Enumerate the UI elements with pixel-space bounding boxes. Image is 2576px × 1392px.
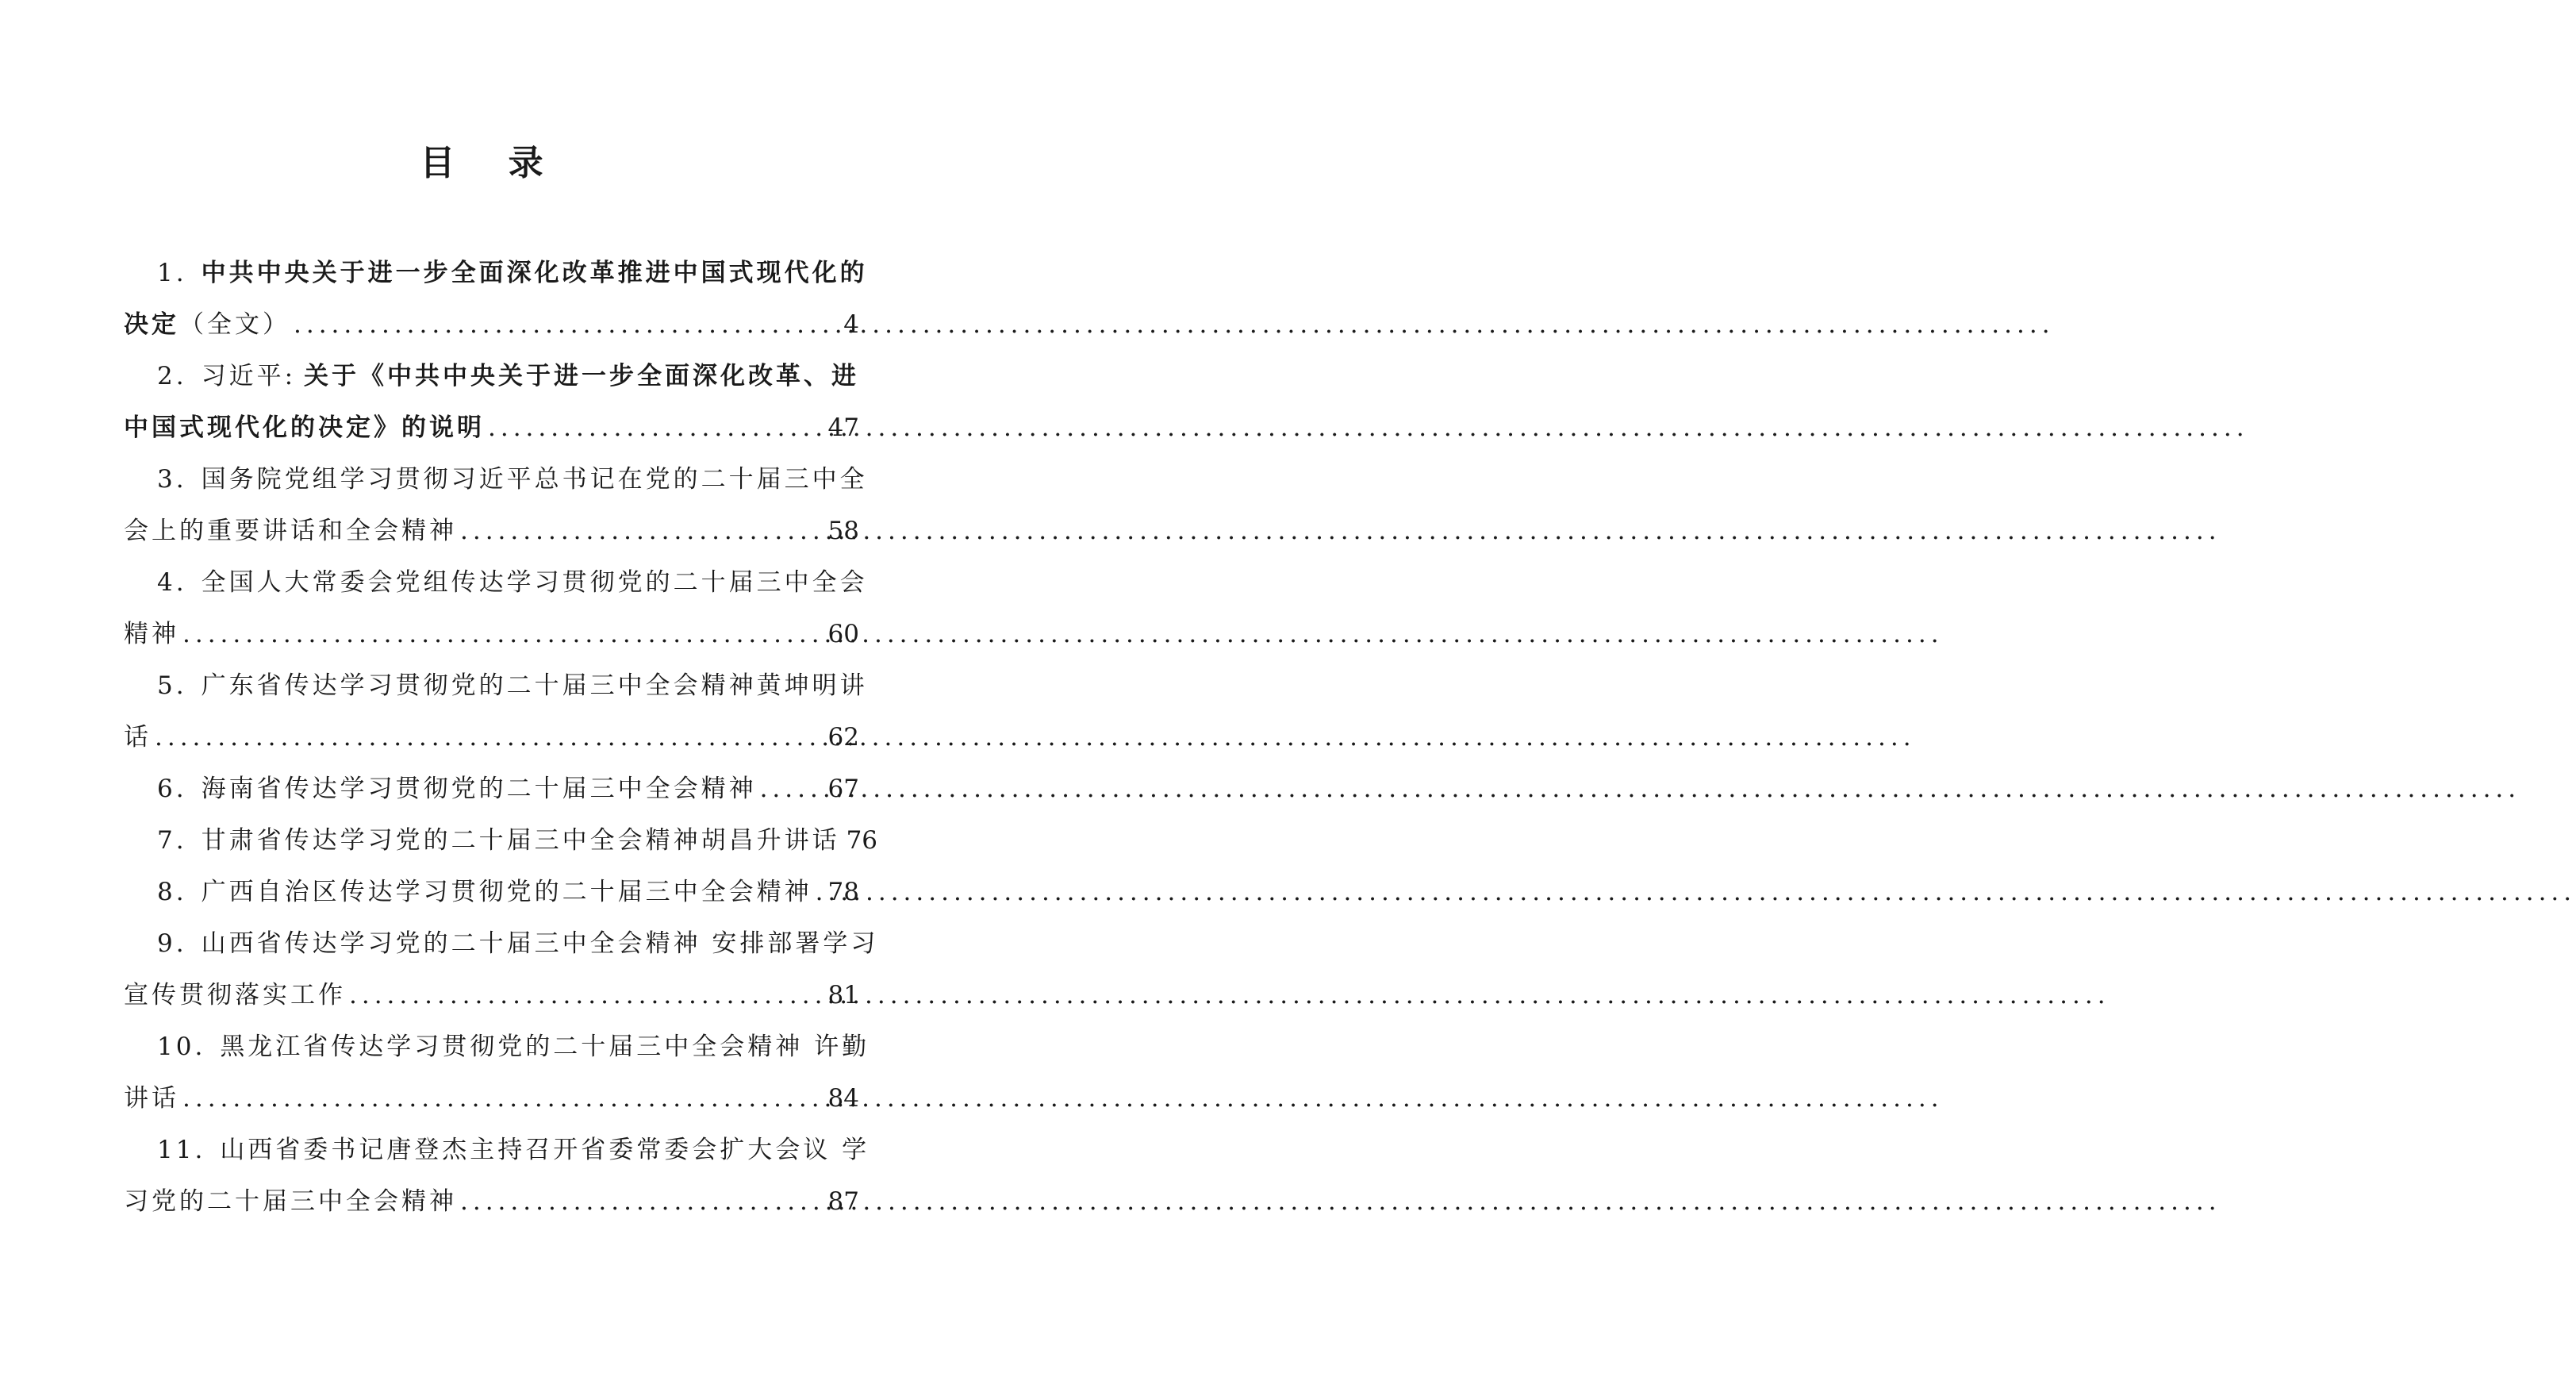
dot-leader	[349, 970, 825, 1021]
toc-entry-number: 10.	[157, 1032, 206, 1061]
toc-entry-title-cont: 会上的重要讲话和全会精神	[124, 517, 457, 545]
toc-entry-title: 山西省委书记唐登杰主持召开省委常委会扩大会议 学	[220, 1136, 870, 1164]
toc-entry-7[interactable]	[124, 815, 878, 867]
toc-entry-title: 广西自治区传达学习贯彻党的二十届三中全会精神	[201, 878, 812, 906]
toc-page-number: 4	[843, 310, 859, 339]
table-of-contents	[124, 248, 879, 1228]
toc-page-number: 84	[827, 1084, 859, 1113]
toc-entry-number: 4.	[157, 568, 187, 597]
toc-entry-5-line-2[interactable]	[124, 712, 859, 763]
page-title: 目 录	[420, 143, 564, 183]
toc-page-number: 81	[827, 981, 859, 1009]
toc-entry-number: 11.	[157, 1136, 206, 1164]
toc-page-number: 67	[827, 775, 859, 803]
toc-entry-title: 广东省传达学习贯彻党的二十届三中全会精神黄坤明讲	[201, 671, 868, 700]
toc-entry-10-line-1[interactable]	[124, 1021, 870, 1073]
dot-leader	[816, 867, 825, 918]
toc-entry-number: 3.	[157, 465, 187, 494]
dot-leader	[460, 506, 825, 557]
toc-entry-1-line-2[interactable]	[124, 299, 859, 351]
toc-entry-number: 6.	[157, 775, 187, 803]
toc-entry-title-cont: 中国式现代化的决定》的说明	[124, 413, 485, 442]
toc-entry-title-cont: 宣传贯彻落实工作	[124, 981, 346, 1009]
toc-entry-4-line-2[interactable]	[124, 609, 859, 660]
toc-page-number: 76	[846, 826, 878, 855]
toc-entry-title-cont: 习党的二十届三中全会精神	[124, 1187, 457, 1216]
toc-entry-title: 甘肃省传达学习党的二十届三中全会精神胡昌升讲话	[201, 826, 840, 855]
toc-page-number: 58	[827, 517, 859, 545]
toc-entry-9-line-1[interactable]	[124, 918, 879, 970]
toc-entry-title-note: （全文）	[179, 310, 290, 339]
toc-page-number: 47	[827, 413, 859, 442]
toc-entry-number: 9.	[157, 929, 187, 958]
dot-leader	[182, 609, 825, 660]
toc-entry-number: 2.	[157, 362, 187, 390]
toc-entry-11-line-1[interactable]	[124, 1125, 870, 1176]
toc-page-number: 78	[827, 878, 859, 906]
toc-entry-6[interactable]	[124, 763, 859, 815]
toc-entry-number: 8.	[157, 878, 187, 906]
toc-entry-10-line-2[interactable]	[124, 1073, 859, 1125]
toc-entry-number: 5.	[157, 671, 187, 700]
toc-entry-title-cont: 精神	[124, 620, 179, 648]
toc-entry-author: 习近平:	[201, 362, 297, 390]
toc-entry-11-line-2[interactable]	[124, 1176, 859, 1228]
toc-entry-title: 国务院党组学习贯彻习近平总书记在党的二十届三中全	[201, 465, 868, 494]
dot-leader	[760, 763, 825, 815]
toc-entry-2-line-1[interactable]	[124, 351, 859, 402]
toc-entry-title: 中共中央关于进一步全面深化改革推进中国式现代化的	[201, 259, 868, 287]
dot-leader	[488, 402, 825, 454]
toc-entry-number: 1.	[157, 259, 187, 287]
toc-entry-5-line-1[interactable]	[124, 660, 868, 712]
toc-entry-number: 7.	[157, 826, 187, 855]
toc-entry-title: 黑龙江省传达学习贯彻党的二十届三中全会精神 许勤	[220, 1032, 870, 1061]
toc-entry-4-line-1[interactable]	[124, 557, 868, 609]
dot-leader	[460, 1176, 825, 1228]
dot-leader	[155, 712, 825, 763]
toc-entry-title: 海南省传达学习贯彻党的二十届三中全会精神	[201, 775, 757, 803]
dot-leader	[294, 299, 840, 351]
toc-entry-3-line-2[interactable]	[124, 506, 859, 557]
toc-entry-title: 山西省传达学习党的二十届三中全会精神 安排部署学习	[201, 929, 879, 958]
toc-entry-8[interactable]	[124, 867, 859, 918]
toc-entry-2-line-2[interactable]	[124, 402, 859, 454]
toc-page-number: 87	[827, 1187, 859, 1216]
toc-entry-title-cont: 讲话	[124, 1084, 179, 1113]
toc-entry-title: 关于《中共中央关于进一步全面深化改革、进	[304, 362, 860, 390]
toc-entry-title: 全国人大常委会党组传达学习贯彻党的二十届三中全会	[201, 568, 868, 597]
dot-leader	[182, 1073, 825, 1125]
toc-page-number: 60	[827, 620, 859, 648]
toc-entry-title-cont: 话	[124, 723, 152, 752]
toc-entry-title-cont: 决定	[124, 310, 179, 339]
toc-entry-9-line-2[interactable]	[124, 970, 859, 1021]
toc-entry-3-line-1[interactable]	[124, 454, 868, 506]
toc-entry-1-line-1[interactable]	[124, 248, 868, 299]
toc-page-number: 62	[827, 723, 859, 752]
